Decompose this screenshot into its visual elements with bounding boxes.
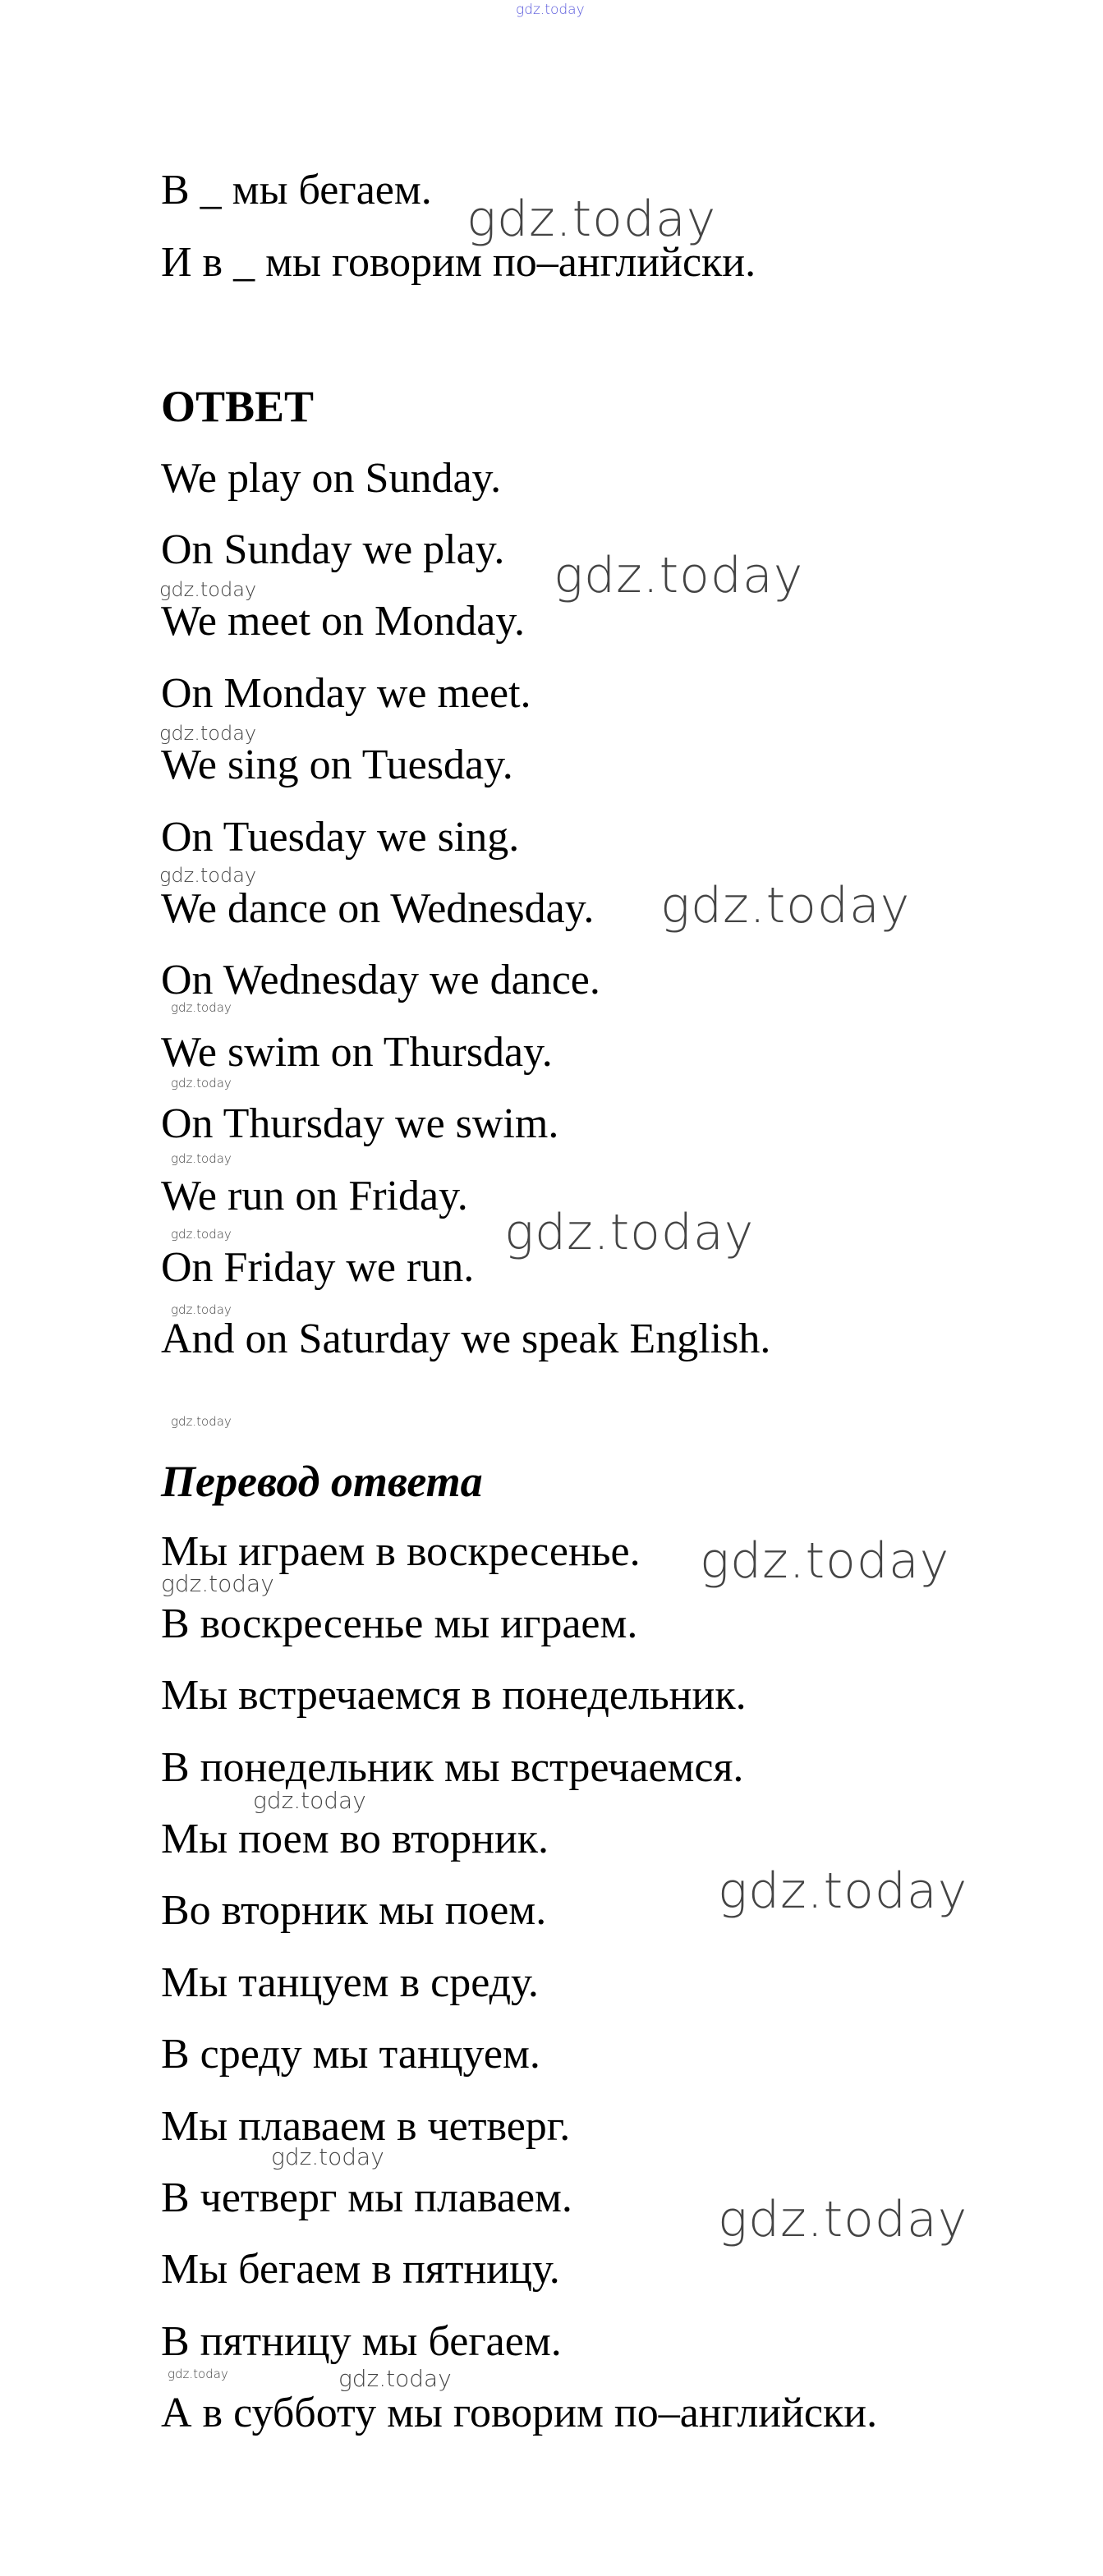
translation-line: Мы играем в воскресенье. bbox=[161, 1528, 641, 1575]
watermark: gdz.today bbox=[466, 191, 717, 248]
watermark: gdz.today bbox=[504, 1204, 755, 1261]
answer-line: We dance on Wednesday. bbox=[161, 885, 595, 932]
watermark: gdz.today bbox=[718, 2191, 968, 2248]
watermark: gdz.today bbox=[253, 1787, 366, 1814]
watermark: gdz.today bbox=[171, 1227, 232, 1242]
answer-line: On Wednesday we dance. bbox=[161, 957, 600, 1003]
answer-line: We sing on Tuesday. bbox=[161, 742, 513, 788]
question-line-1: В _ мы бегаем. bbox=[161, 167, 432, 214]
question-line-2: И в _ мы говорим по–английски. bbox=[161, 239, 756, 286]
watermark: gdz.today bbox=[159, 722, 257, 745]
watermark: gdz.today bbox=[718, 1862, 968, 1920]
watermark: gdz.today bbox=[660, 877, 911, 934]
answer-line: On Thursday we swim. bbox=[161, 1100, 559, 1147]
watermark: gdz.today bbox=[338, 2365, 452, 2392]
translation-line: В четверг мы плаваем. bbox=[161, 2174, 572, 2221]
answer-line: And on Saturday we speak English. bbox=[161, 1316, 771, 1362]
answer-line: We swim on Thursday. bbox=[161, 1029, 553, 1076]
translation-line: В понедельник мы встречаемся. bbox=[161, 1744, 744, 1791]
watermark: gdz.today bbox=[159, 864, 257, 887]
watermark: gdz.today bbox=[700, 1532, 950, 1590]
translation-heading: Перевод ответа bbox=[161, 1457, 483, 1506]
answer-line: On Friday we run. bbox=[161, 1244, 475, 1291]
translation-line: В пятницу мы бегаем. bbox=[161, 2318, 562, 2365]
answer-line: On Tuesday we sing. bbox=[161, 814, 520, 861]
translation-line: В среду мы танцуем. bbox=[161, 2031, 540, 2078]
watermark: gdz.today bbox=[171, 1151, 232, 1166]
translation-line: Во вторник мы поем. bbox=[161, 1887, 547, 1934]
translation-line: Мы поем во вторник. bbox=[161, 1816, 549, 1862]
answer-line: We play on Sunday. bbox=[161, 455, 502, 502]
answer-heading: ОТВЕТ bbox=[161, 382, 315, 431]
watermark: gdz.today bbox=[171, 1302, 232, 1317]
translation-line: Мы встречаемся в понедельник. bbox=[161, 1672, 747, 1719]
watermark: gdz.today bbox=[171, 1000, 232, 1015]
translation-line: В воскресенье мы играем. bbox=[161, 1600, 638, 1647]
header-watermark: gdz.today bbox=[516, 2, 585, 18]
answer-line: We run on Friday. bbox=[161, 1173, 468, 1219]
watermark: gdz.today bbox=[554, 547, 804, 604]
watermark: gdz.today bbox=[168, 2367, 228, 2381]
watermark: gdz.today bbox=[171, 1414, 232, 1429]
watermark: gdz.today bbox=[159, 578, 257, 601]
translation-line: Мы бегаем в пятницу. bbox=[161, 2246, 560, 2293]
answer-line: We meet on Monday. bbox=[161, 598, 525, 645]
watermark: gdz.today bbox=[161, 1570, 274, 1597]
translation-line: Мы танцуем в среду. bbox=[161, 1959, 539, 2006]
answer-line: On Monday we meet. bbox=[161, 670, 531, 717]
answer-line: On Sunday we play. bbox=[161, 526, 505, 573]
watermark: gdz.today bbox=[171, 1076, 232, 1091]
translation-line: А в субботу мы говорим по–английски. bbox=[161, 2390, 878, 2436]
translation-line: Мы плаваем в четверг. bbox=[161, 2103, 571, 2150]
watermark: gdz.today bbox=[271, 2143, 384, 2170]
